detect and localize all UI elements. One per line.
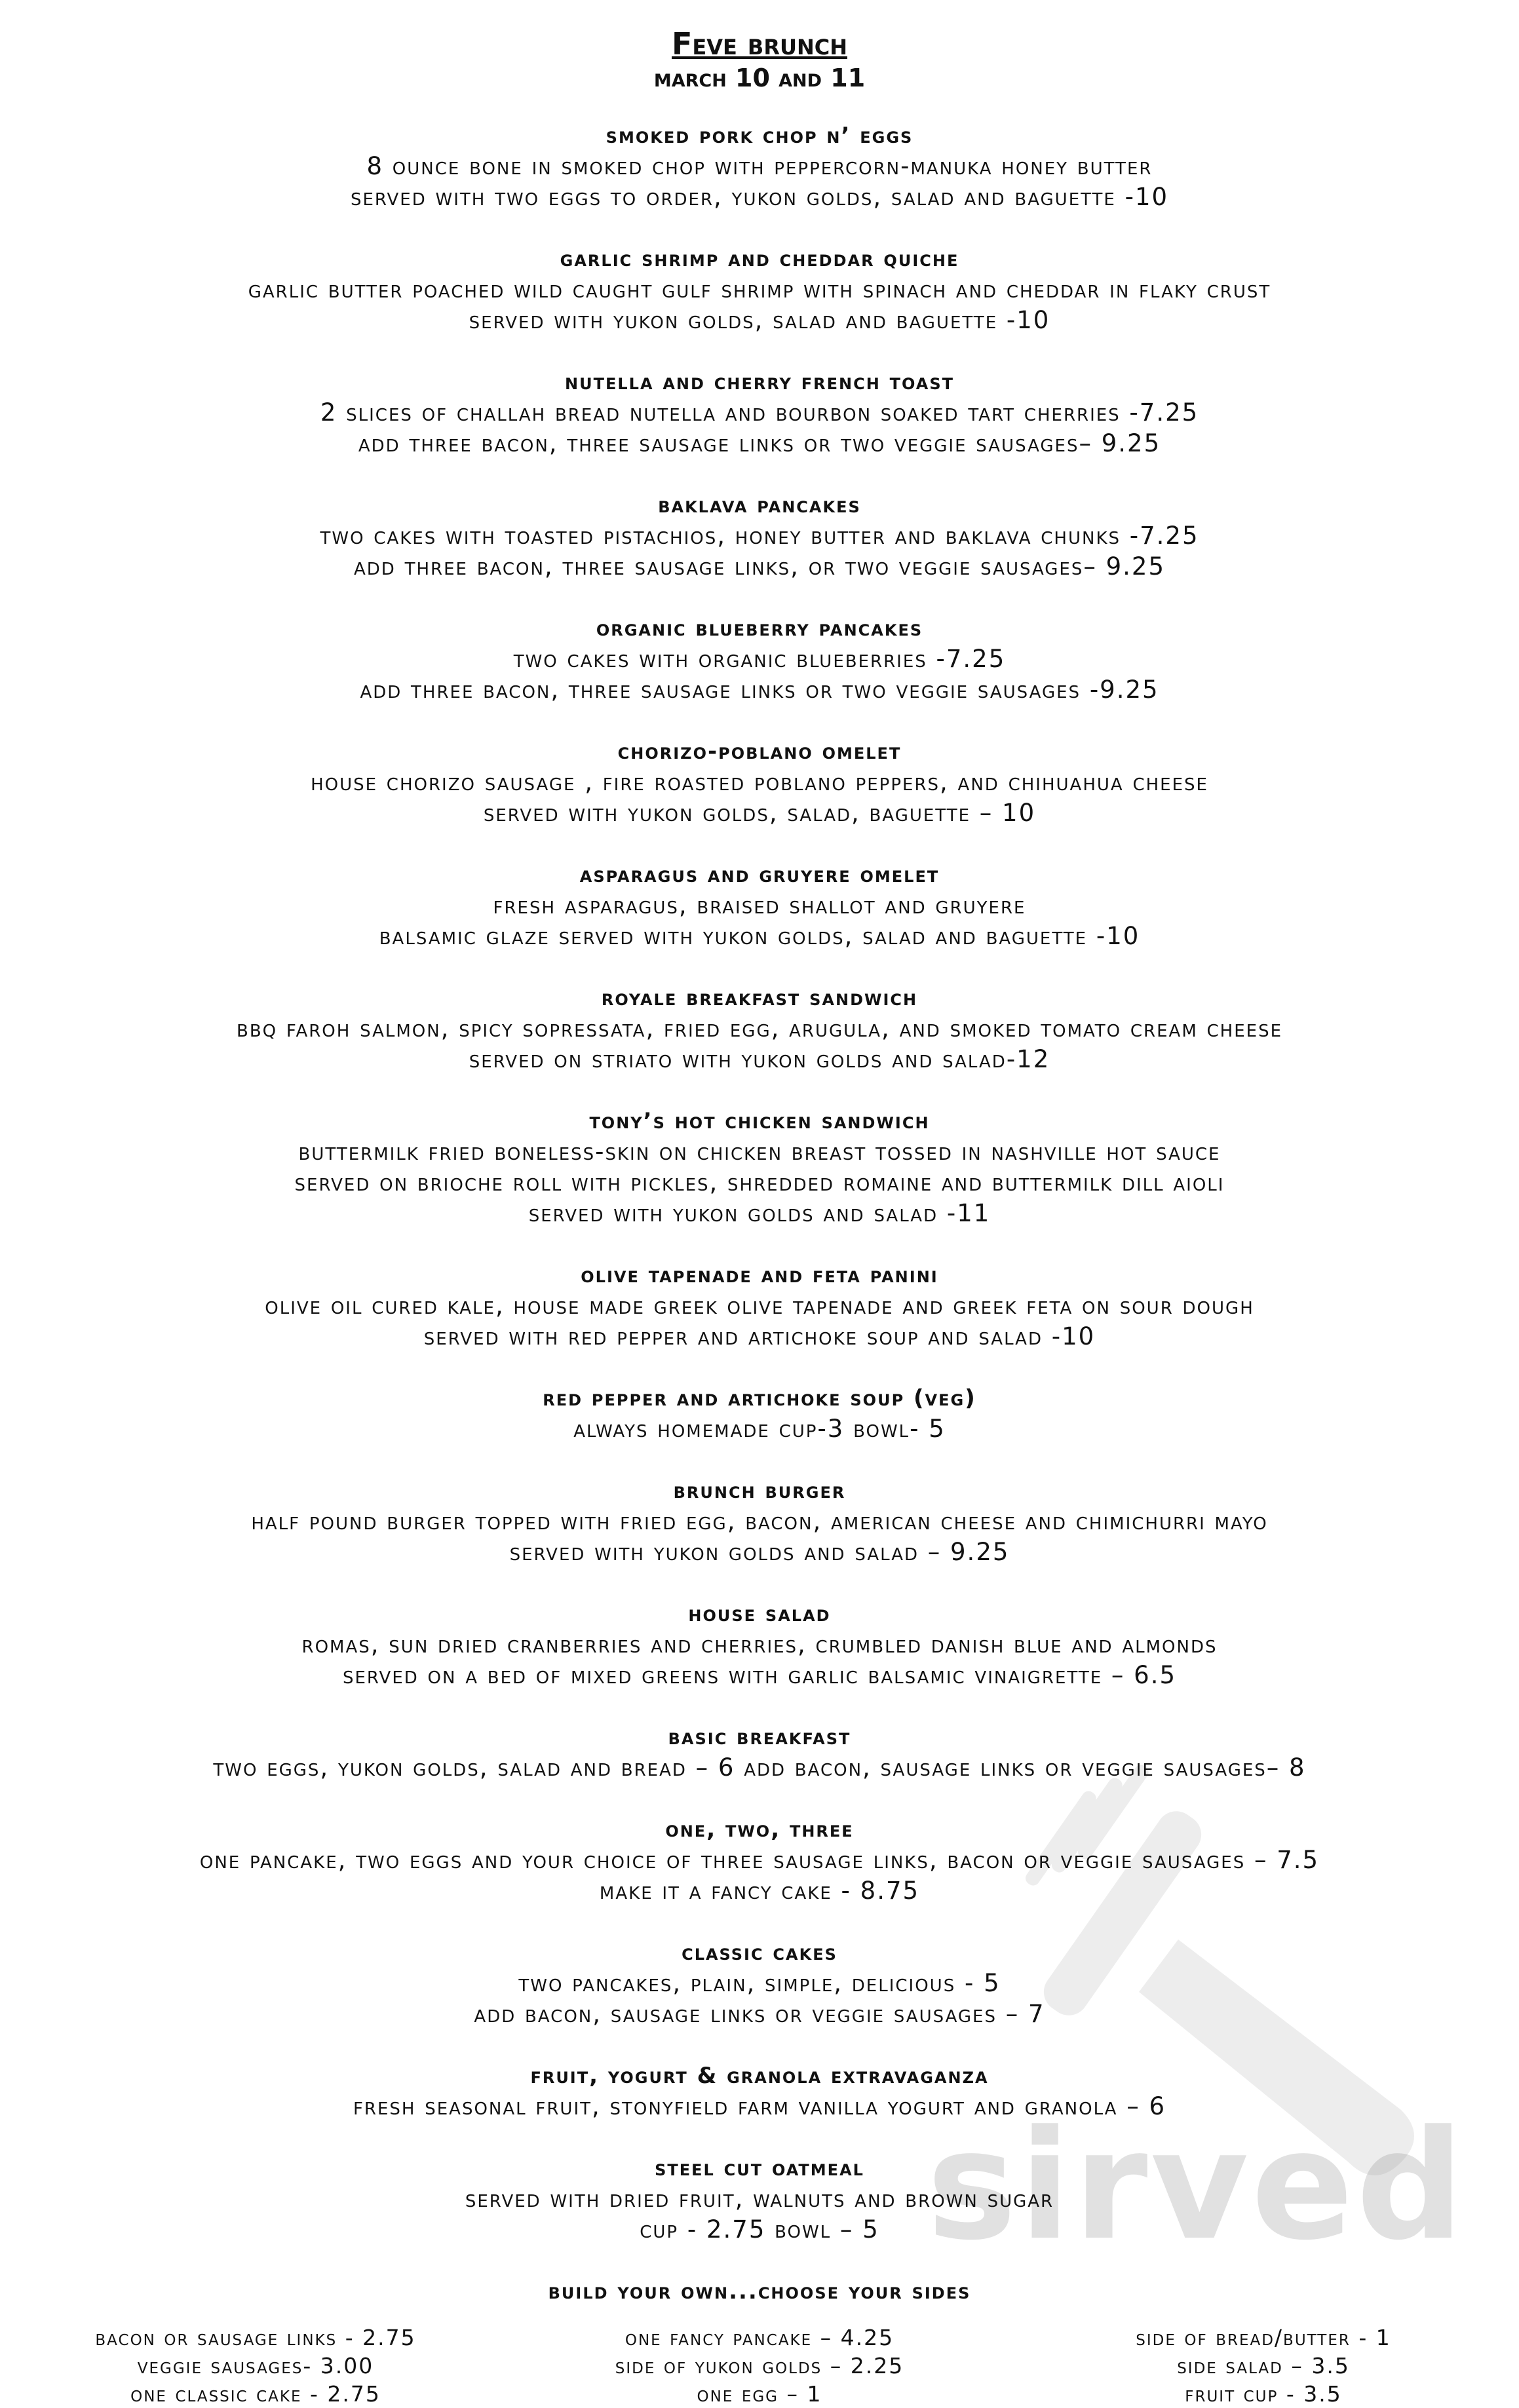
menu-item-name: red pepper and artichoke soup (veg) [543, 1385, 976, 1411]
side-item: side salad – 3.5 [1177, 2353, 1350, 2379]
menu-item-description: two cakes with toasted pistachios, honey butter and baklava chunks -7.25 [320, 522, 1199, 550]
menu-item-name: one, two, three [665, 1816, 854, 1843]
menu-item-description: cup - 2.75 bowl – 5 [640, 2215, 879, 2244]
menu-item [0, 613, 1519, 705]
menu-items [0, 121, 1519, 2245]
sides-heading: build your own...choose your sides [548, 2278, 971, 2304]
menu-item-description: add three bacon, three sausage links or two veggie sausages– 9.25 [358, 429, 1161, 457]
menu-item-description: served with red pepper and artichoke soup and salad -10 [423, 1322, 1096, 1350]
menu-item-description: one pancake, two eggs and your choice of three sausage links, bacon or veggie sausages – 7.5 [199, 1846, 1320, 1874]
menu-item [0, 490, 1519, 582]
menu-item-name: garlic shrimp and cheddar quiche [560, 246, 959, 272]
menu-item-name: chorizo-poblano omelet [617, 738, 902, 765]
sides-list [0, 2323, 1519, 2408]
menu-item-description: served with yukon golds and salad – 9.25 [509, 1538, 1010, 1566]
side-item: side of bread/butter - 1 [1136, 2325, 1391, 2350]
menu-item-name: house salad [688, 1601, 831, 1627]
menu-item-description: two pancakes, plain, simple, delicious - 5 [518, 1969, 1001, 1997]
menu-item-description: balsamic glaze served with yukon golds, salad and baguette -10 [379, 922, 1140, 950]
menu-item-description: romas, sun dried cranberries and cherries, crumbled danish blue and almonds [301, 1630, 1218, 1658]
menu-item-description: served with yukon golds, salad, baguette – 10 [483, 799, 1036, 827]
menu-item [0, 1599, 1519, 1691]
menu-item-description: served on a bed of mixed greens with garlic balsamic vinaigrette – 6.5 [342, 1661, 1177, 1689]
menu-item-name: basic breakfast [668, 1724, 851, 1750]
menu-item [0, 367, 1519, 459]
menu-item-name: fruit, yogurt & granola extravaganza [530, 2063, 989, 2089]
menu-item-description: always homemade cup-3 bowl- 5 [573, 1415, 946, 1443]
menu-item-description: served on striato with yukon golds and salad-12 [469, 1045, 1050, 1073]
menu-item-name: asparagus and gruyere omelet [579, 862, 940, 888]
watermark-text: sirved [927, 2099, 1467, 2274]
sides-column-3 [1034, 2323, 1493, 2408]
menu-item-description: half pound burger topped with fried egg, bacon, american cheese and chimichurri mayo [251, 1507, 1268, 1535]
menu-item-description: add three bacon, three sausage links or two veggie sausages -9.25 [360, 676, 1159, 704]
menu-item [0, 1476, 1519, 1567]
side-item: bacon or sausage links - 2.75 [95, 2325, 416, 2350]
menu-item-description: 8 ounce bone in smoked chop with peppercorn-manuka honey butter [366, 152, 1153, 180]
menu-item-description: 2 slices of challah bread nutella and bourbon soaked tart cherries -7.25 [320, 398, 1199, 427]
menu-dates: march 10 and 11 [653, 64, 866, 92]
menu-title: Feve brunch [672, 26, 847, 62]
side-item: one egg – 1 [697, 2381, 822, 2407]
menu-item-name: tony’s hot chicken sandwich [589, 1108, 930, 1134]
menu-item [0, 1938, 1519, 2029]
menu-item-description: add three bacon, three sausage links, or two veggie sausages– 9.25 [353, 552, 1166, 581]
sides-column-1 [26, 2323, 485, 2408]
menu-item-name: steel cut oatmeal [655, 2155, 864, 2181]
menu-item-name: brunch burger [673, 1478, 846, 1504]
menu-item [0, 983, 1519, 1075]
menu-item [0, 1260, 1519, 1352]
menu-item [0, 1722, 1519, 1783]
menu-item-description: bbq faroh salmon, spicy sopressata, fried egg, arugula, and smoked tomato cream cheese [236, 1014, 1283, 1042]
side-item: one classic cake - 2.75 [130, 2381, 381, 2407]
menu-item-description: add bacon, sausage links or veggie sausages – 7 [474, 2000, 1045, 2028]
side-item: side of yukon golds – 2.25 [615, 2353, 904, 2379]
menu-item-description: olive oil cured kale, house made greek olive tapenade and greek feta on sour dough [265, 1291, 1254, 1320]
menu-item-name: royale breakfast sandwich [601, 985, 918, 1011]
menu-item-description: fresh asparagus, braised shallot and gruyere [493, 891, 1026, 919]
menu-item [0, 244, 1519, 335]
menu-item-name: olive tapenade and feta panini [581, 1262, 938, 1288]
menu-item-description: served with two eggs to order, yukon golds, salad and baguette -10 [350, 183, 1169, 211]
menu-item-description: two eggs, yukon golds, salad and bread – 6 add bacon, sausage links or veggie sausages– 8 [213, 1753, 1306, 1782]
menu-item-description: served with dried fruit, walnuts and brown sugar [465, 2185, 1054, 2213]
menu-item-description: served with yukon golds, salad and baguette -10 [469, 306, 1050, 334]
menu-item-name: classic cakes [682, 1940, 837, 1966]
side-item: veggie sausages- 3.00 [137, 2353, 374, 2379]
menu-item-name: smoked pork chop n’ eggs [606, 123, 913, 149]
sides-column-2 [530, 2323, 989, 2408]
menu-item-description: make it a fancy cake - 8.75 [599, 1877, 920, 1905]
menu-item [0, 860, 1519, 951]
menu-item-name: nutella and cherry french toast [565, 369, 954, 395]
menu-item-description: fresh seasonal fruit, stonyfield farm vanilla yogurt and granola – 6 [353, 2092, 1166, 2120]
menu-item-description: two cakes with organic blueberries -7.25 [513, 645, 1006, 673]
menu-item [0, 1383, 1519, 1444]
menu-item [0, 736, 1519, 828]
menu-item [0, 2061, 1519, 2122]
menu-item [0, 2153, 1519, 2245]
menu-item [0, 1106, 1519, 1229]
menu-item [0, 121, 1519, 212]
menu-item-description: served with yukon golds and salad -11 [528, 1199, 991, 1227]
brunch-menu [0, 26, 1519, 2408]
menu-item-description: garlic butter poached wild caught gulf shrimp with spinach and cheddar in flaky crust [248, 275, 1271, 303]
menu-item-name: baklava pancakes [658, 492, 861, 518]
side-item: fruit cup - 3.5 [1185, 2381, 1342, 2407]
menu-item-name: organic blueberry pancakes [596, 615, 923, 641]
menu-item-description: buttermilk fried boneless-skin on chicken breast tossed in nashville hot sauce [298, 1137, 1221, 1166]
side-item: one fancy pancake – 4.25 [625, 2325, 894, 2350]
menu-item [0, 1814, 1519, 1906]
menu-item-description: served on brioche roll with pickles, shredded romaine and buttermilk dill aioli [294, 1168, 1225, 1196]
menu-item-description: house chorizo sausage , fire roasted poblano peppers, and chihuahua cheese [311, 768, 1208, 796]
